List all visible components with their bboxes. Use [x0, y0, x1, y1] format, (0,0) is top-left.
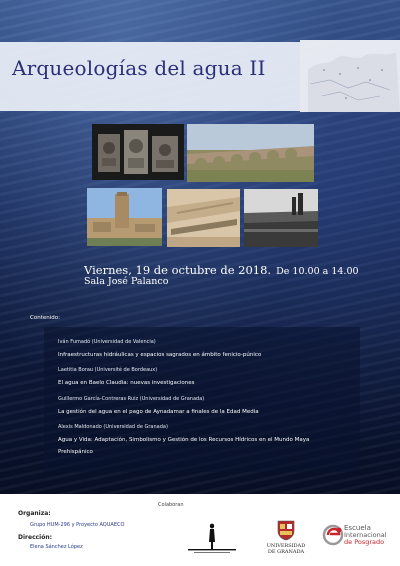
escuela-logo-icon — [322, 524, 344, 546]
event-venue: Sala José Palanco — [84, 276, 169, 287]
photo-stone-channel — [167, 189, 240, 247]
talk-title: El agua en Baelo Claudia: nuevas investigaciones — [58, 380, 195, 386]
talk-speaker: Guillermo García-Contreras Ruiz (Universidad de Granada) — [58, 396, 205, 402]
ugr-line2: DE GRANADA — [267, 549, 305, 555]
map-illustration — [300, 40, 400, 112]
ugr-line1: UNIVERSIDAD — [266, 543, 306, 549]
talk-title-continued: Prehispánico — [58, 449, 93, 455]
foundation-logo — [186, 520, 238, 554]
event-date: Viernes, 19 de octubre de 2018. — [84, 263, 272, 277]
talk-item — [58, 339, 261, 361]
escuela-line3: de Posgrado — [344, 538, 385, 546]
organiza-label: Organiza: — [18, 510, 51, 517]
photo-aqueduct — [187, 124, 314, 182]
talk-item — [58, 367, 195, 389]
talk-title: Agua y Vida: Adaptación, Simbolismo y Gestión de los Recursos Hídricos en el Mundo Maya — [58, 437, 310, 443]
talk-item — [58, 396, 259, 418]
escuela-line1: Escuela — [344, 524, 371, 532]
photo-dam — [244, 189, 318, 247]
talk-title: Infraestructuras hidráulicas y espacios sagrados en ámbito fenicio-púnico — [58, 352, 262, 358]
photo-ruins — [87, 188, 162, 246]
event-time: De 10.00 a 14.00 — [276, 266, 359, 277]
photo-carved-reliefs — [92, 124, 184, 180]
talk-item — [58, 424, 309, 458]
ugr-crest-icon — [276, 519, 296, 541]
organiza-value: Grupo HUM-296 y Proyecto AQUAECO — [30, 522, 125, 528]
talk-speaker: Iván Fumadó (Universidad de Valencia) — [58, 339, 156, 345]
direccion-value: Elena Sánchez López — [30, 544, 83, 550]
talk-title: La gestión del agua en el pago de Aynadamar a finales de la Edad Media — [58, 409, 259, 415]
escuela-line2: Internacional — [344, 531, 387, 539]
ugr-logo-text — [262, 543, 310, 555]
talk-speaker: Alexis Maldonado (Universidad de Granada) — [58, 424, 168, 430]
page-title: Arqueologías del agua II — [12, 56, 266, 80]
talk-speaker: Laetitia Borau (Université de Bordeaux) — [58, 367, 158, 373]
contenido-label: Contenido: — [30, 315, 60, 321]
direccion-label: Dirección: — [18, 534, 53, 541]
colaboran-label: Colaboran — [158, 502, 184, 508]
escuela-logo-text — [344, 525, 387, 546]
